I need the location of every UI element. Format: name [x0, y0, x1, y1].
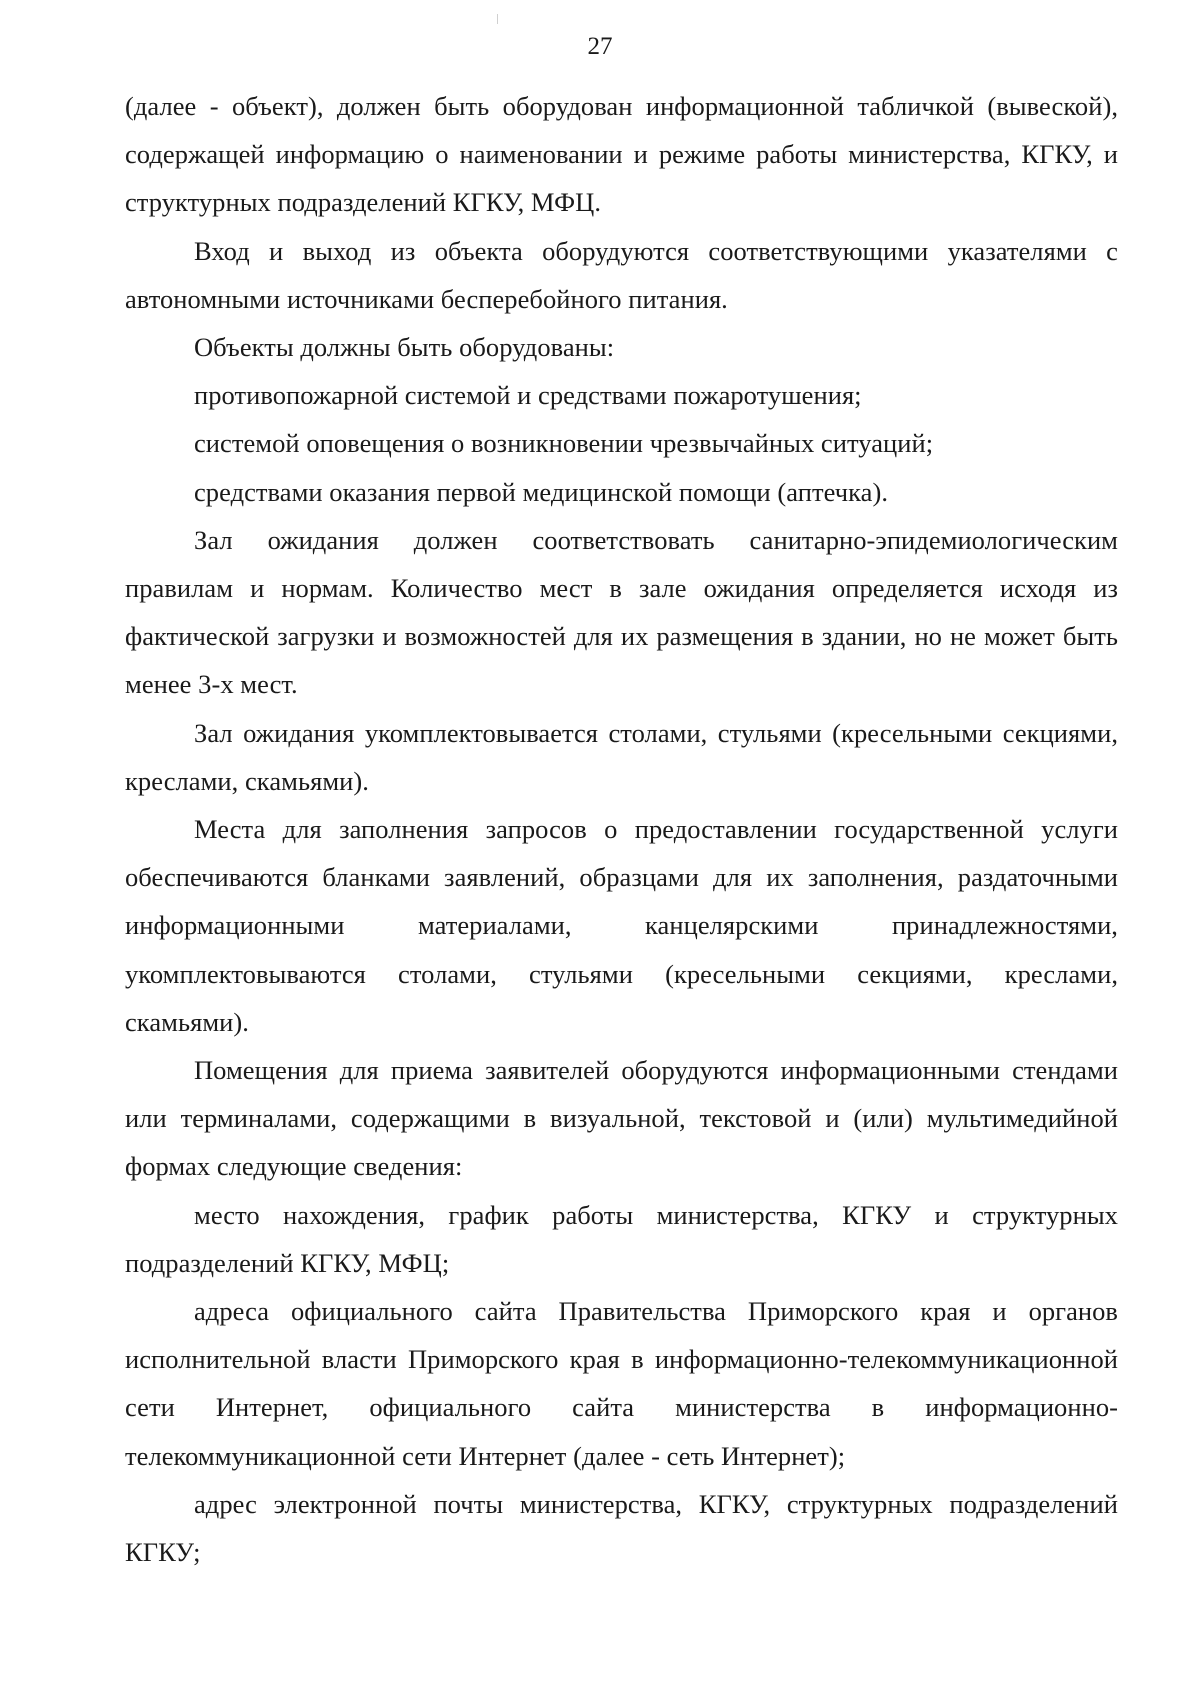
paragraph: Места для заполнения запросов о предоставлении государственной услуги обеспечиваются бланками заявлений, образцами для их заполнения, раздаточными информационными материалами, канцелярскими принадлежностями, укомплектовываются столами, стульями (кресельными секциями, креслами, скамьями).: [125, 814, 1118, 1037]
paragraph: Вход и выход из объекта оборудуются соответствующими указателями с автономными источниками бесперебойного питания.: [125, 235, 1118, 314]
list-item: системой оповещения о возникновении чрезвычайных ситуаций;: [194, 428, 934, 459]
page-number: 27: [587, 33, 613, 60]
paragraph: Зал ожидания должен соответствовать санитарно-эпидемиологическим правилам и нормам. Количество мест в зале ожидания определяется исходя из фактической загрузки и возможностей для их размещения в здании, но не может быть менее 3-х мест.: [125, 524, 1118, 700]
paragraph: Зал ожидания укомплектовывается столами, стульями (кресельными секциями, креслами, скамьями).: [125, 717, 1118, 796]
list-item: место нахождения, график работы министерства, КГКУ и структурных подразделений КГКУ, МФЦ;: [125, 1199, 1118, 1278]
paragraph: Помещения для приема заявителей оборудуются информационными стендами или терминалами, содержащими в визуальной, текстовой и (или) мультимедийной формах следующие сведения:: [125, 1055, 1118, 1182]
paragraph: Объекты должны быть оборудованы:: [194, 332, 615, 363]
list-item: противопожарной системой и средствами пожаротушения;: [194, 380, 862, 411]
list-item: адреса официального сайта Правительства Приморского края и органов исполнительной власти Приморского края в информационно-телекоммуникационной сети Интернет, официального сайта министерства в информационно-телекоммуникационной сети Интернет (далее - сеть Интернет);: [125, 1296, 1118, 1471]
scan-artifact: [497, 14, 498, 24]
list-item: средствами оказания первой медицинской помощи (аптечка).: [194, 476, 889, 507]
paragraph: (далее - объект), должен быть оборудован информационной табличкой (вывеской), содержащей информацию о наименовании и режиме работы министерства, КГКУ, и структурных подразделений КГКУ, МФЦ.: [125, 91, 1118, 218]
list-item: адрес электронной почты министерства, КГКУ, структурных подразделений КГКУ;: [125, 1488, 1118, 1568]
document-body: [125, 82, 1118, 1576]
